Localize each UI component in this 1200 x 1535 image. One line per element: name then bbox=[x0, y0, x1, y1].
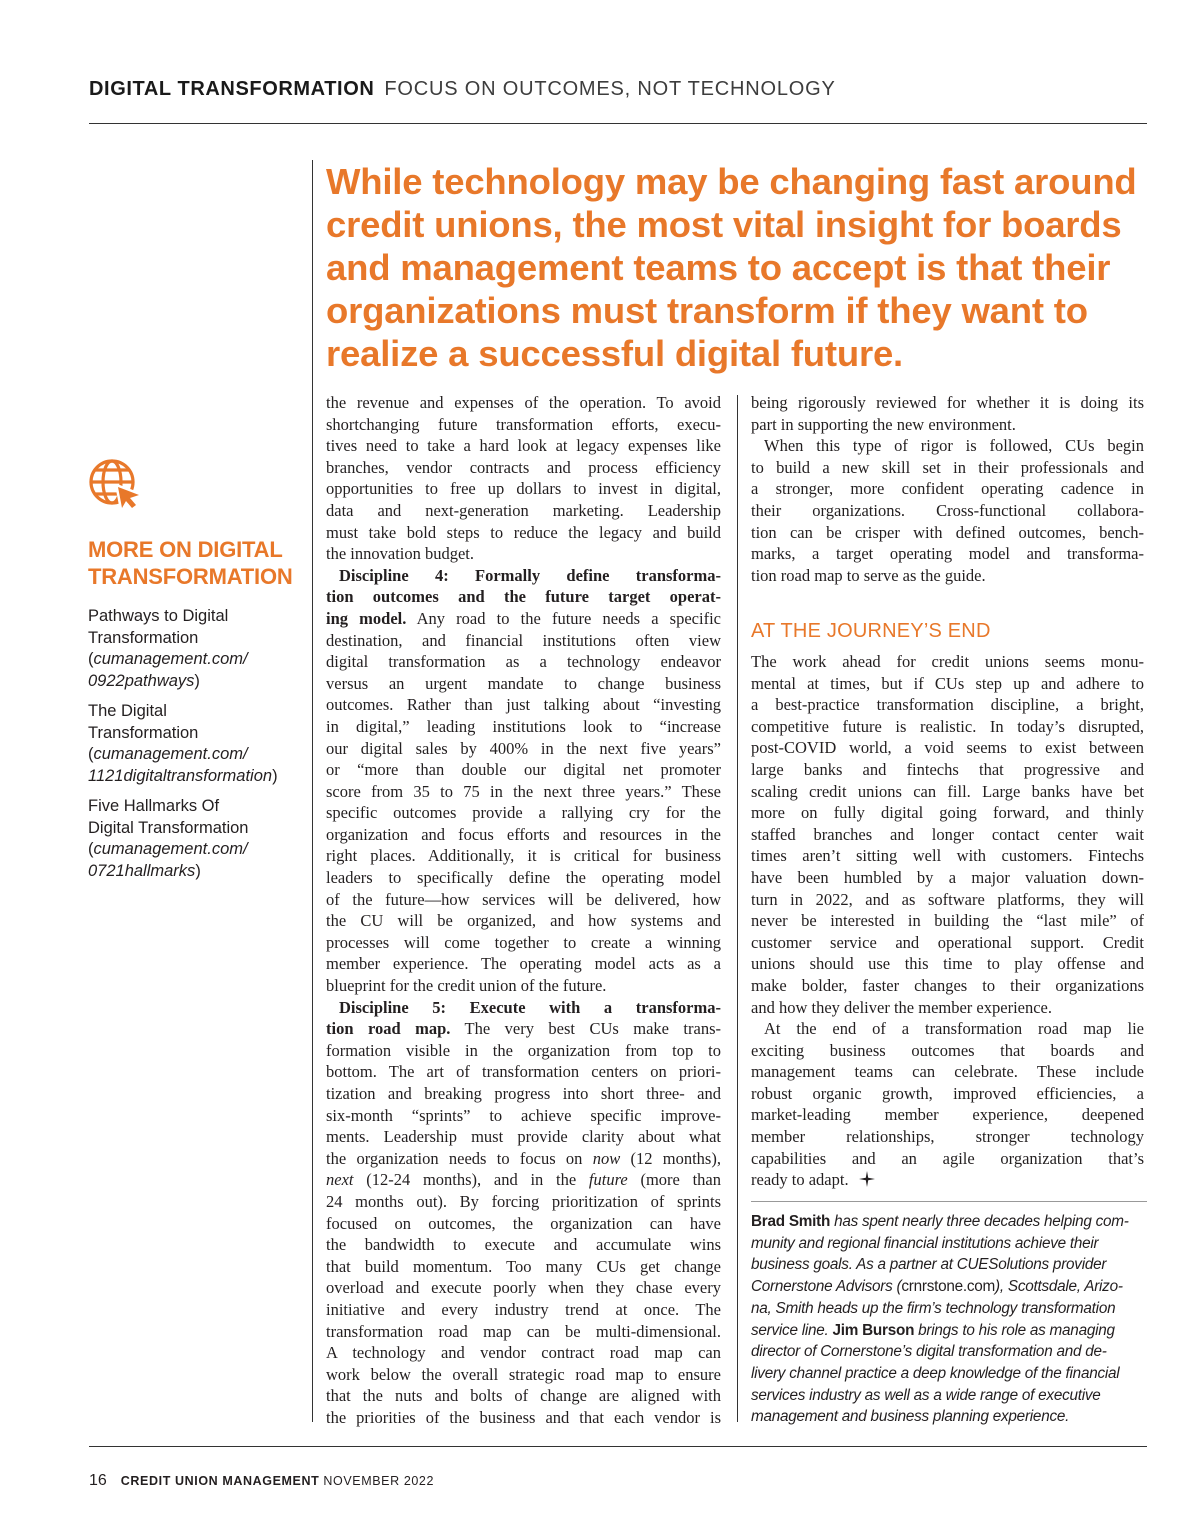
text-line: member experience. The operating model acts as a bbox=[326, 954, 721, 974]
text-line: never be interested in building the “last mile” of bbox=[751, 911, 1144, 931]
bio-text: business goals. As a partner at CUESolutions provider bbox=[751, 1256, 1107, 1274]
bio-text: Cornerstone Advisors ( bbox=[751, 1278, 902, 1296]
text-line: outcomes. Rather than just talking about “investing bbox=[326, 695, 721, 715]
header-divider bbox=[89, 123, 1147, 124]
emphasis-next: next bbox=[326, 1170, 354, 1190]
sidebar-title bbox=[88, 536, 303, 590]
bio-text: director of Cornerstone’s digital transformation and de- bbox=[751, 1343, 1107, 1361]
text-line: transformation road map can be multi-dimensional. bbox=[326, 1321, 721, 1341]
text-line: the CU will be organized, and how systems and bbox=[326, 911, 721, 931]
text-line: shortchanging future transformation efforts, execu- bbox=[326, 414, 721, 434]
text-line: make bolder, faster changes to their organizations bbox=[751, 975, 1144, 995]
text-line: customer service and operational support. Credit bbox=[751, 932, 1144, 952]
text-line: part in supporting the new environment. bbox=[751, 414, 1016, 434]
text-line: marks, a target operating model and transforma- bbox=[751, 544, 1144, 564]
text-line: 24 months out). By forcing prioritization of sprints bbox=[326, 1191, 721, 1211]
author-bio bbox=[751, 1211, 1149, 1428]
text-line: large banks and fintechs that progressive and bbox=[751, 759, 1144, 779]
pull-quote-line: organizations must transform if they want to bbox=[326, 290, 1088, 331]
bio-divider bbox=[751, 1201, 1147, 1202]
text-line: work below the overall strategic road map to ensure bbox=[326, 1364, 721, 1384]
text-line: a best-practice transformation discipline, a bright, bbox=[751, 695, 1144, 715]
text-line: digital transformation as a technology endeavor bbox=[326, 652, 721, 672]
emphasis-now: now bbox=[592, 1148, 621, 1168]
discipline-4-heading: ing model. bbox=[326, 608, 407, 628]
link-title: Transformation bbox=[88, 723, 199, 742]
text-line: the innovation budget. bbox=[326, 544, 475, 564]
page-footer bbox=[89, 1472, 434, 1490]
bio-text: munity and regional financial institutions achieve their bbox=[751, 1234, 1099, 1252]
text-line: post-COVID world, a void seems to exist between bbox=[751, 738, 1144, 758]
text-line: being rigorously reviewed for whether it is doing its bbox=[751, 393, 1144, 412]
text-line: a stronger, more confident operating cadence in bbox=[751, 479, 1144, 499]
text-line: tion road map to serve as the guide. bbox=[751, 565, 986, 585]
discipline-5-heading: tion road map. bbox=[326, 1019, 451, 1039]
text-line: leaders to specifically define the operating model bbox=[326, 868, 721, 888]
text-line: Any road to the future needs a specific bbox=[406, 608, 721, 628]
pull-quote bbox=[326, 160, 1156, 375]
text-line: The work ahead for credit unions seems monu- bbox=[751, 652, 1144, 671]
text-line: exciting business outcomes that boards and bbox=[751, 1040, 1144, 1060]
text-line: initiative and every industry trend at once. The bbox=[326, 1299, 721, 1319]
section-name: DIGITAL TRANSFORMATION bbox=[89, 78, 375, 100]
link-title: Pathways to Digital bbox=[88, 607, 229, 625]
text-line: overload and execute poorly when they chase every bbox=[326, 1278, 721, 1298]
text-fragment: the organization needs to focus on bbox=[326, 1148, 593, 1168]
author-name: Jim Burson bbox=[832, 1321, 915, 1339]
text-line: turn in 2022, and as software platforms, they will bbox=[751, 889, 1144, 909]
text-line: At the end of a transformation road map lie bbox=[764, 1019, 1144, 1039]
link-url: 0721hallmarks bbox=[88, 861, 196, 880]
text-line: must take bold steps to reduce the legacy and build bbox=[326, 522, 721, 542]
related-link-pathways[interactable]: Pathways to Digital Transformation (cumanagement.com/ 0922pathways) bbox=[88, 606, 303, 692]
publication-name: CREDIT UNION MANAGEMENT bbox=[120, 1474, 320, 1488]
article-column-2-continued bbox=[751, 651, 1144, 1191]
globe-cursor-icon bbox=[87, 456, 143, 512]
pull-quote-line: credit unions, the most vital insight for boards bbox=[326, 204, 1122, 245]
text-line: market-leading member experience, deepened bbox=[751, 1105, 1144, 1125]
text-line: scaling credit unions can fill. Large banks have bet bbox=[751, 781, 1144, 801]
text-line: processes will come together to create a winning bbox=[326, 932, 721, 952]
bio-text: management and business planning experience. bbox=[751, 1408, 1070, 1426]
emphasis-future: future bbox=[588, 1170, 628, 1190]
text-line: that the nuts and bolts of change are aligned with bbox=[326, 1386, 721, 1406]
text-line: bottom. The art of transformation centers on priori- bbox=[326, 1062, 721, 1082]
issue-date: NOVEMBER 2022 bbox=[323, 1474, 435, 1488]
text-line: the bandwidth to execute and accumulate wins bbox=[326, 1235, 721, 1255]
discipline-4-heading: tion outcomes and the future target operat- bbox=[326, 587, 721, 607]
column-divider-middle bbox=[737, 395, 738, 1422]
link-title: Digital Transformation bbox=[88, 818, 249, 837]
link-url: cumanagement.com/ bbox=[93, 745, 248, 763]
text-line: management teams can celebrate. These include bbox=[751, 1062, 1144, 1082]
column-divider-left bbox=[312, 160, 313, 1422]
text-fragment: (more than bbox=[627, 1170, 721, 1190]
text-line: specific outcomes provide a rallying cry for the bbox=[326, 803, 721, 823]
link-title: The Digital bbox=[88, 702, 167, 720]
discipline-5-heading: Discipline 5: Execute with a transforma- bbox=[339, 997, 721, 1017]
text-line: right places. Additionally, it is critical for business bbox=[326, 846, 721, 866]
text-line: six-month “sprints” to achieve specific improve- bbox=[326, 1105, 721, 1125]
text-line: When this type of rigor is followed, CUs begin bbox=[764, 436, 1144, 456]
text-line: that build momentum. Too many CUs get change bbox=[326, 1256, 721, 1276]
text-line: organization and focus efforts and resources in the bbox=[326, 824, 721, 844]
text-line: the revenue and expenses of the operation. To avoid bbox=[326, 393, 721, 412]
bio-url[interactable]: crnrstone.com bbox=[901, 1278, 996, 1296]
bio-text: na, Smith heads up the firm’s technology transformation bbox=[751, 1299, 1116, 1317]
link-title: Transformation bbox=[88, 628, 199, 647]
text-line: A technology and vendor contract road map can bbox=[326, 1343, 721, 1363]
bio-text: ), Scottsdale, Arizo- bbox=[995, 1278, 1123, 1296]
footer-divider bbox=[89, 1446, 1147, 1447]
text-line: focused on outcomes, the organization can have bbox=[326, 1213, 721, 1233]
pull-quote-line: While technology may be changing fast around bbox=[326, 161, 1137, 202]
text-line: capabilities and an agile organization that’s bbox=[751, 1148, 1144, 1168]
text-line: formation visible in the organization from top to bbox=[326, 1040, 721, 1060]
pull-quote-line: and management teams to accept is that their bbox=[326, 247, 1111, 288]
bio-text: brings to his role as managing bbox=[914, 1321, 1115, 1339]
bio-text: livery channel practice a deep knowledge of the financial bbox=[751, 1364, 1120, 1382]
bio-text: services industry as well as a wide range of executive bbox=[751, 1386, 1101, 1404]
text-line: or “more than double our digital net promoter bbox=[326, 760, 721, 780]
text-line: blueprint for the credit union of the future. bbox=[326, 976, 607, 996]
text-line: versus an urgent mandate to change business bbox=[326, 673, 721, 693]
text-line: mental at times, but if CUs step up and adhere to bbox=[751, 673, 1144, 693]
text-line: the priorities of the business and that each vendor is bbox=[326, 1407, 721, 1427]
text-line: more on fully digital going forward, and thinly bbox=[751, 803, 1144, 823]
article-column-1 bbox=[326, 392, 721, 1429]
text-line: member relationships, stronger technology bbox=[751, 1127, 1144, 1147]
article-column-2 bbox=[751, 392, 1144, 586]
author-name: Brad Smith bbox=[751, 1213, 831, 1230]
text-line: have been humbled by a major valuation down- bbox=[751, 867, 1144, 887]
text-line: tives need to take a hard look at legacy expenses like bbox=[326, 436, 721, 456]
text-line: The very best CUs make trans- bbox=[450, 1019, 721, 1039]
text-line: branches, vendor contracts and process efficiency bbox=[326, 457, 721, 477]
link-url: 0922pathways bbox=[88, 671, 195, 690]
discipline-4-heading: Discipline 4: Formally define transforma- bbox=[339, 565, 721, 585]
pull-quote-line: realize a successful digital future. bbox=[326, 333, 903, 374]
text-fragment: (12 months), bbox=[620, 1148, 721, 1168]
link-title: Five Hallmarks Of bbox=[88, 797, 220, 815]
bio-text: has spent nearly three decades helping com- bbox=[830, 1213, 1129, 1230]
page-number: 16 bbox=[89, 1472, 107, 1489]
section-subhead: AT THE JOURNEY’S END bbox=[751, 620, 991, 642]
sidebar-title-line: MORE ON DIGITAL bbox=[88, 537, 283, 562]
text-line: destination, and financial institutions often view bbox=[326, 630, 721, 650]
text-line: unions should use this time to play offense and bbox=[751, 954, 1144, 974]
text-line: to build a new skill set in their professionals and bbox=[751, 457, 1144, 477]
section-subtitle: FOCUS ON OUTCOMES, NOT TECHNOLOGY bbox=[384, 78, 836, 100]
text-line: in digital,” leading institutions look to “increase bbox=[326, 716, 721, 736]
sidebar-title-line: TRANSFORMATION bbox=[88, 564, 293, 589]
text-line: competitive future is realistic. In today’s disrupted, bbox=[751, 716, 1144, 736]
related-link-digital-transformation[interactable]: The Digital Transformation (cumanagement.com/ 1121digitaltransformation) bbox=[88, 701, 303, 787]
link-url: 1121digitaltransformation bbox=[88, 766, 273, 785]
bio-text: service line. bbox=[751, 1321, 833, 1339]
text-line: tization and breaking progress into short three- and bbox=[326, 1084, 721, 1103]
text-line: staffed branches and longer contact center wait bbox=[751, 824, 1144, 844]
text-line: data and next-generation marketing. Leadership bbox=[326, 500, 721, 520]
text-line: opportunities to free up dollars to invest in digital, bbox=[326, 479, 721, 499]
sparkle-end-mark-icon bbox=[859, 1171, 875, 1187]
link-url: cumanagement.com/ bbox=[93, 840, 248, 858]
text-line: robust organic growth, improved efficiencies, a bbox=[751, 1083, 1144, 1103]
text-line: tion can be crisper with defined outcomes, bench- bbox=[751, 522, 1144, 542]
text-line: our digital sales by 400% in the next five years” bbox=[326, 738, 721, 758]
link-url: cumanagement.com/ bbox=[93, 650, 248, 668]
related-link-hallmarks[interactable]: Five Hallmarks Of Digital Transformation (cumanagement.com/ 0721hallmarks) bbox=[88, 796, 303, 882]
text-line: score from 35 to 75 in the next three years.” These bbox=[326, 781, 721, 801]
section-header bbox=[89, 78, 1149, 104]
text-line: their organizations. Cross-functional collabora- bbox=[751, 500, 1144, 520]
text-line: times aren’t sitting well with customers. Fintechs bbox=[751, 846, 1144, 866]
text-fragment: (12-24 months), and in the bbox=[353, 1170, 589, 1190]
text-line: ments. Leadership must provide clarity about what bbox=[326, 1127, 721, 1147]
text-line: of the future—how services will be delivered, how bbox=[326, 889, 721, 909]
text-line: ready to adapt. bbox=[751, 1170, 849, 1190]
text-line: and how they deliver the member experience. bbox=[751, 997, 1052, 1017]
